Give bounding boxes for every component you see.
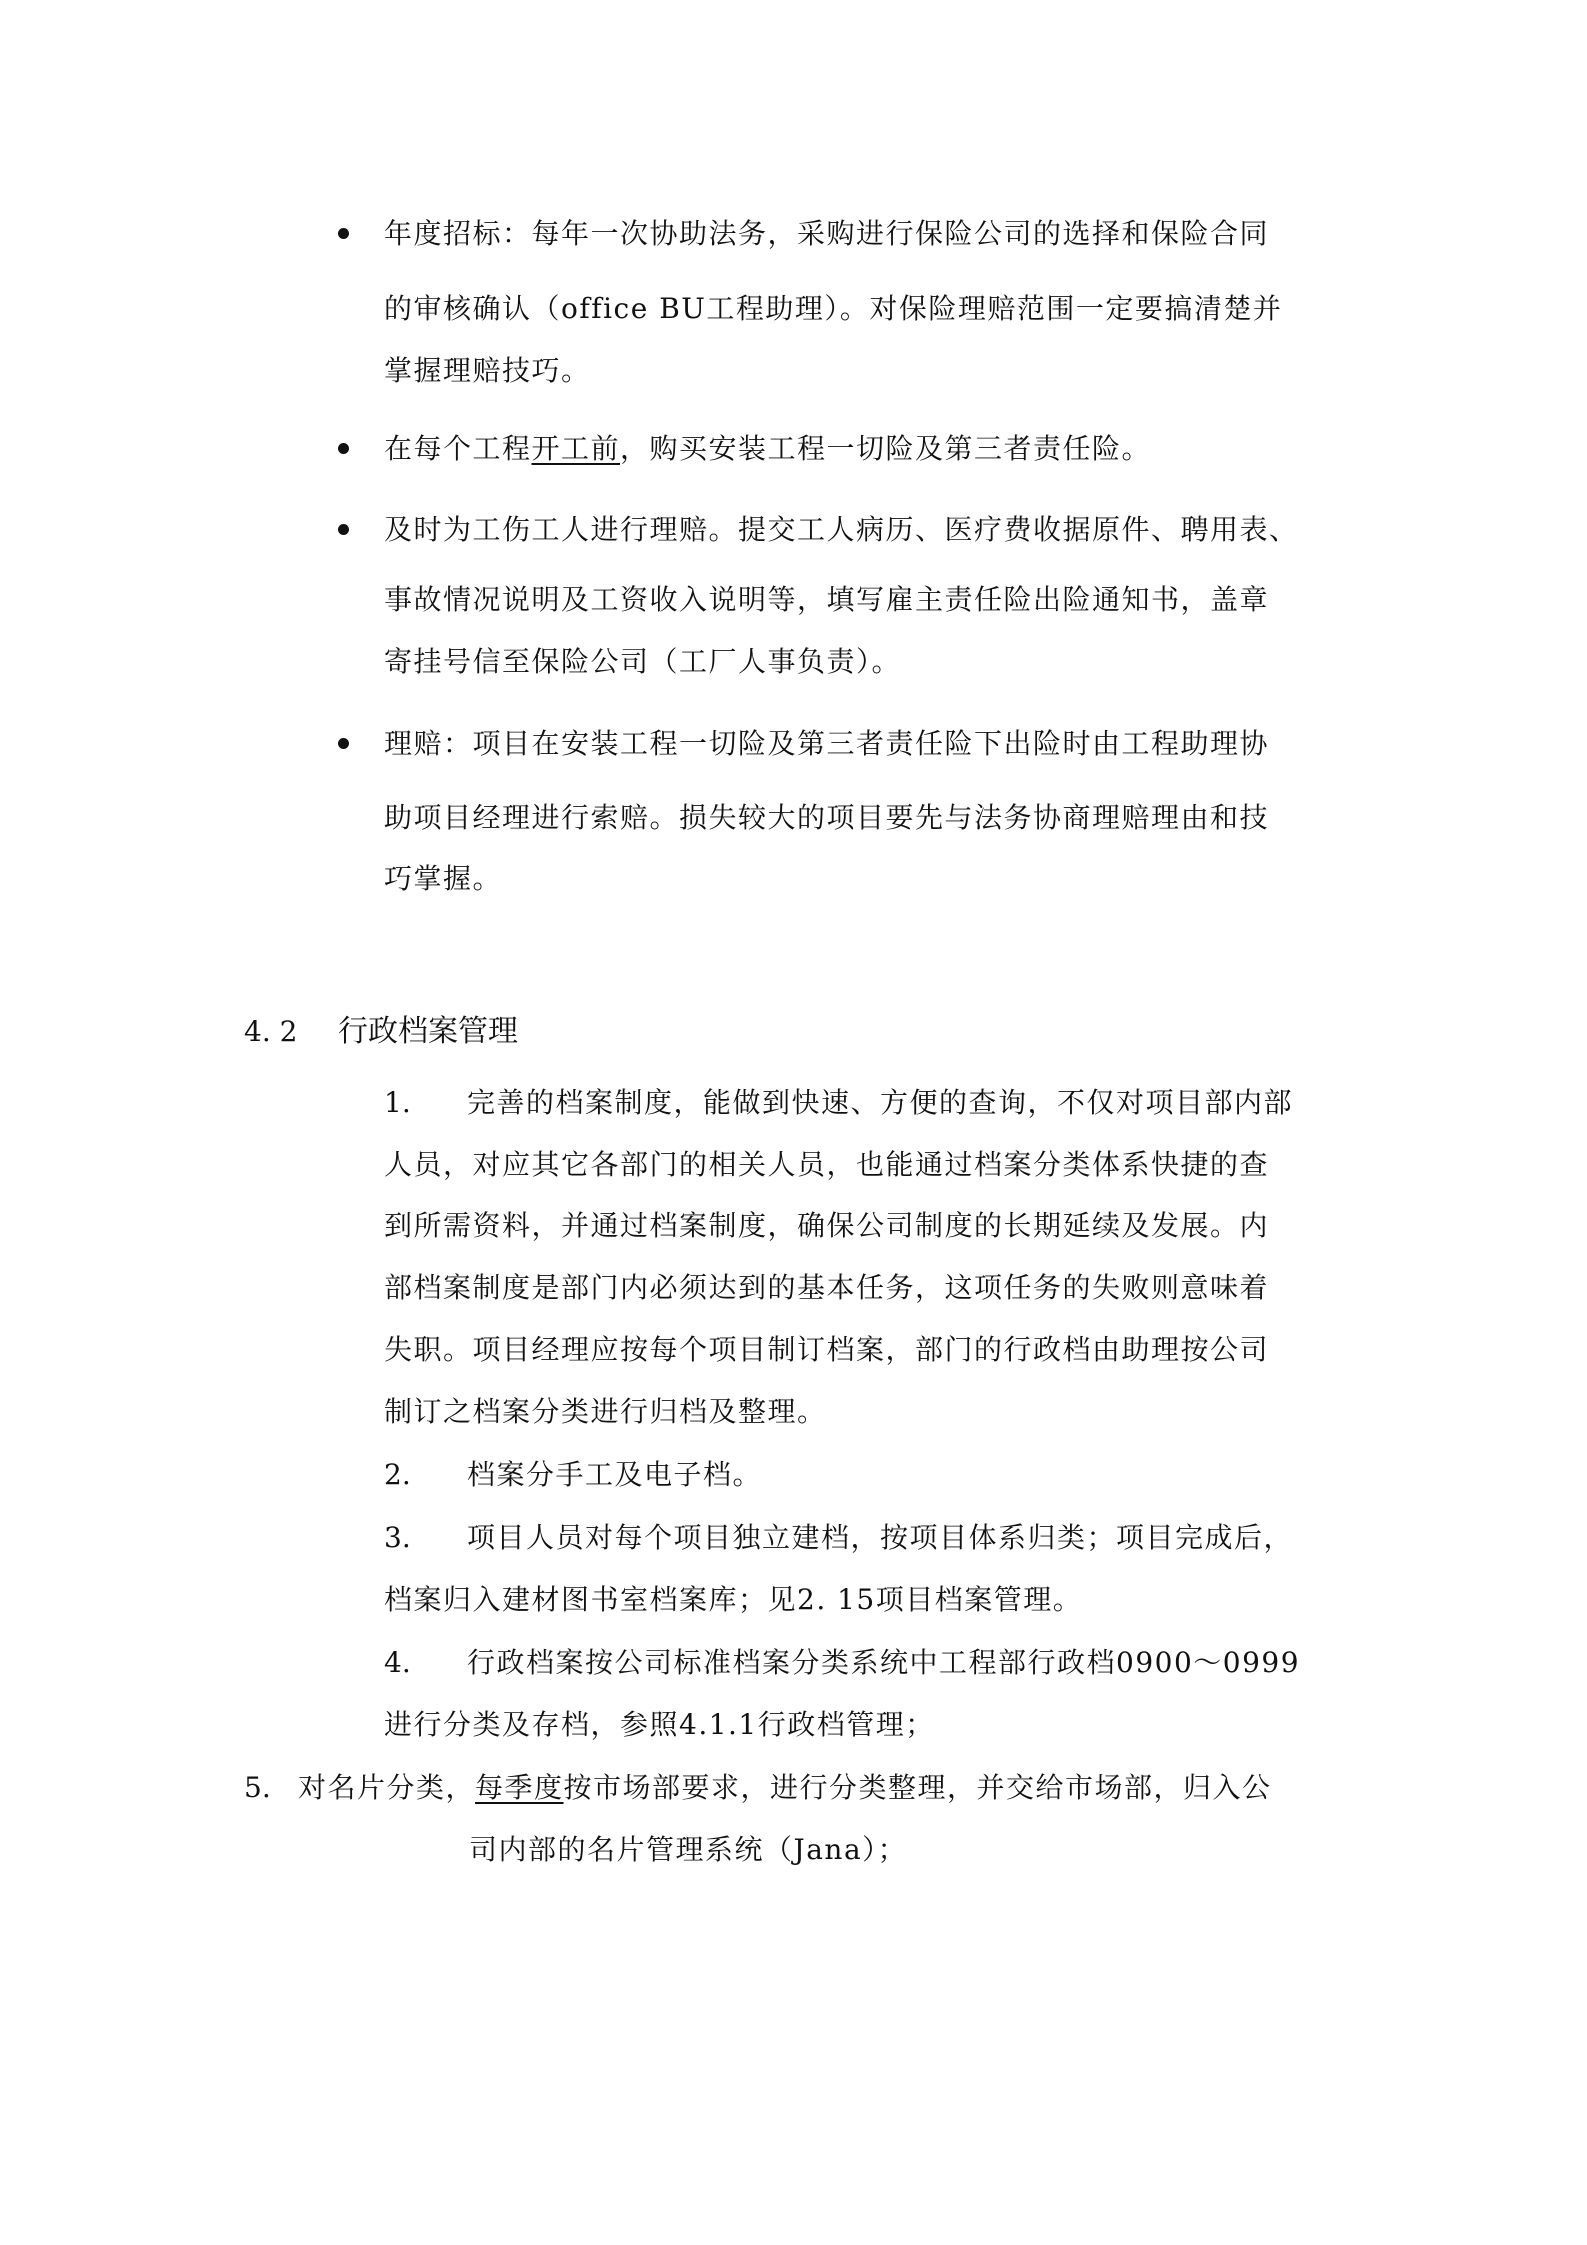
item-5-line-2: 司内部的名片管理系统（Jana）；: [469, 1833, 908, 1866]
bullet-1-line-2: 的审核确认（office BU工程助理）。对保险理赔范围一定要搞清楚并: [384, 292, 1283, 325]
section-title: 行政档案管理: [338, 1014, 518, 1049]
item-3-line-2: 档案归入建材图书室档案库；见2. 15项目档案管理。: [384, 1583, 1083, 1616]
item-5-text-pre: 对名片分类，: [298, 1771, 476, 1804]
item-1-line-3: 到所需资料，并通过档案制度，确保公司制度的长期延续及发展。内: [384, 1209, 1270, 1242]
bullet-icon: [338, 524, 349, 535]
item-1-line-5: 失职。项目经理应按每个项目制订档案，部门的行政档由助理按公司: [384, 1333, 1270, 1366]
bullet-2-text-post: ，购买安装工程一切险及第三者责任险。: [620, 432, 1152, 465]
item-4-line-1: 行政档案按公司标准档案分类系统中工程部行政档0900～0999: [467, 1646, 1301, 1679]
bullet-icon: [338, 443, 349, 454]
item-1-line-6: 制订之档案分类进行归档及整理。: [384, 1395, 827, 1428]
item-5-underlined-text: 每季度: [475, 1771, 564, 1804]
item-5-line-1: [298, 1768, 1272, 1808]
bullet-4-line-1: 理赔：项目在安装工程一切险及第三者责任险下出险时由工程助理协: [384, 727, 1270, 760]
item-1-line-1: 完善的档案制度，能做到快速、方便的查询，不仅对项目部内部: [467, 1086, 1294, 1119]
item-5-text-post: 按市场部要求，进行分类整理，并交给市场部，归入公: [563, 1771, 1272, 1804]
bullet-4-line-2: 助项目经理进行索赔。损失较大的项目要先与法务协商理赔理由和技: [384, 801, 1270, 834]
bullet-3-line-3: 寄挂号信至保险公司（工厂人事负责）。: [384, 645, 902, 678]
item-1-line-2: 人员，对应其它各部门的相关人员，也能通过档案分类体系快捷的查: [384, 1148, 1270, 1181]
item-2-line-1: 档案分手工及电子档。: [467, 1458, 763, 1491]
item-4-number: 4.: [384, 1646, 411, 1679]
bullet-2-line-1: [384, 429, 1151, 469]
item-1-line-4: 部档案制度是部门内必须达到的基本任务，这项任务的失败则意味着: [384, 1271, 1270, 1304]
section-number: 4. 2: [244, 1015, 298, 1048]
bullet-2-underlined-text: 开工前: [531, 432, 621, 465]
item-4-line-2: 进行分类及存档，参照4.1.1行政档管理；: [384, 1708, 935, 1741]
bullet-1-line-1: 年度招标：每年一次协助法务，采购进行保险公司的选择和保险合同: [384, 217, 1270, 250]
item-3-line-1: 项目人员对每个项目独立建档，按项目体系归类；项目完成后，: [467, 1521, 1294, 1554]
bullet-4-line-3: 巧掌握。: [384, 862, 503, 895]
item-2-number: 2.: [384, 1458, 411, 1491]
bullet-2-text-pre: 在每个工程: [384, 432, 532, 465]
bullet-3-line-1: 及时为工伤工人进行理赔。提交工人病历、医疗费收据原件、聘用表、: [384, 513, 1299, 546]
item-1-number: 1.: [384, 1086, 411, 1119]
bullet-3-line-2: 事故情况说明及工资收入说明等，填写雇主责任险出险通知书，盖章: [384, 583, 1270, 616]
bullet-icon: [338, 228, 349, 239]
item-3-number: 3.: [384, 1521, 411, 1554]
bullet-1-line-3: 掌握理赔技巧。: [384, 354, 591, 387]
item-5-number: 5.: [244, 1771, 271, 1804]
bullet-icon: [338, 738, 349, 749]
